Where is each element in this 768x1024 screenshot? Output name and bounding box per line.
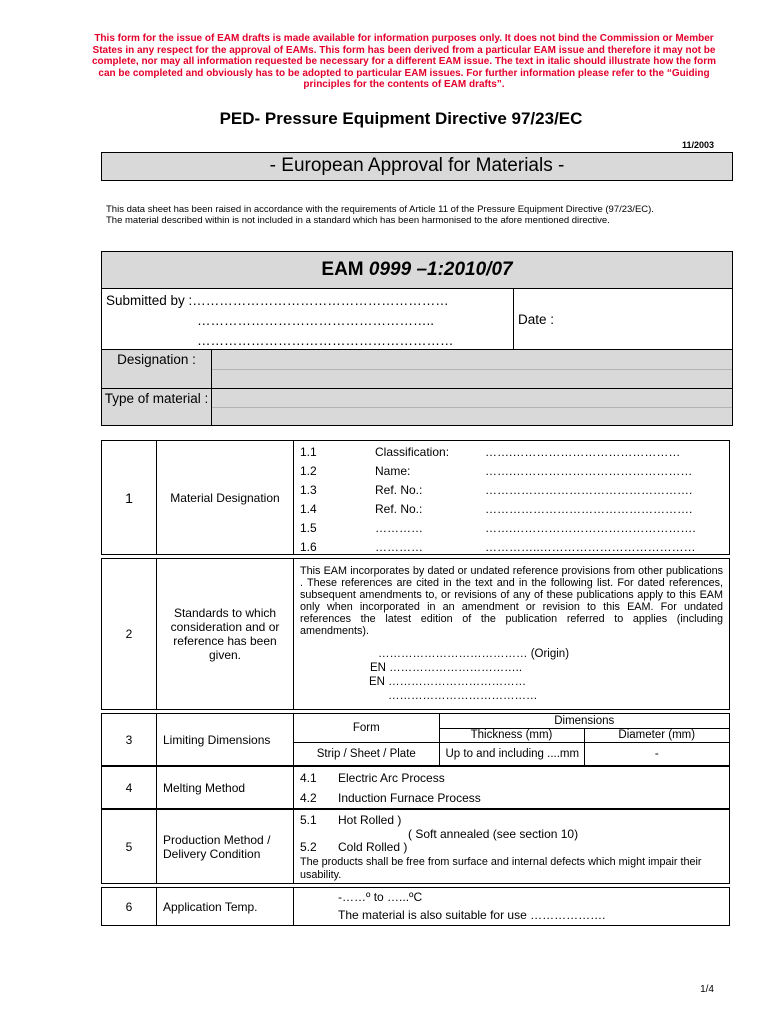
reference-en-1[interactable]: EN …………………………….. [370, 662, 523, 674]
list-item[interactable] [294, 788, 729, 808]
section-number: 5 [102, 810, 157, 883]
intro-text [106, 204, 726, 226]
thickness-value[interactable]: Up to and including ....mm [439, 742, 584, 765]
form-value[interactable]: Strip / Sheet / Plate [294, 742, 439, 765]
section-name: Limiting Dimensions [157, 714, 294, 765]
temperature-range[interactable]: -……º to …...ºC [338, 890, 423, 904]
section-melting-method [101, 766, 730, 809]
submitted-by-cell[interactable] [102, 289, 514, 349]
item-number: 1.2 [300, 464, 317, 478]
item-value: ……………………………………………. [485, 502, 693, 516]
item-key: Classification: [375, 445, 450, 459]
section-number: 2 [102, 559, 157, 709]
item-value: …….………………………………………. [485, 521, 696, 535]
item-number: 1.5 [300, 521, 317, 535]
issue-date: 11/2003 [681, 140, 714, 150]
section-number: 4 [102, 767, 157, 808]
submitted-row [102, 289, 732, 350]
designation-label: Designation : [102, 350, 212, 388]
standards-text: This EAM incorporates by dated or undated reference provisions from other publications . These references are cited in the text and in the following list. For dated references, subsequent amendments to, or revisions of any of these publications apply to this EAM only when incorporated in an amendment or revision to this EAM. For undated references the latest edition of the publication referred to applies (including amendments). [300, 565, 723, 637]
section-application-temp [101, 887, 730, 926]
list-item[interactable] [294, 500, 729, 519]
reference-origin[interactable]: ………………………………… (Origin) [378, 648, 570, 660]
item-value: ……………………………………………. [485, 483, 693, 497]
eam-title [102, 252, 732, 289]
item-value: …………..………………………………… [485, 540, 696, 554]
suitable-for-use-line[interactable]: The material is also suitable for use ………………. [338, 908, 606, 922]
section-body [294, 888, 729, 925]
section-body [294, 767, 729, 808]
submitted-by-label: Submitted by : [106, 293, 193, 308]
item-number: 1.6 [300, 540, 317, 554]
section-body [294, 559, 729, 709]
item-key: Ref. No.: [375, 483, 423, 497]
eam-prefix: EAM [321, 259, 369, 280]
page-number: 1/4 [700, 984, 714, 995]
cold-rolled-option[interactable]: Cold Rolled ) [338, 840, 408, 854]
type-of-material-label: Type of material : [102, 389, 212, 425]
list-item[interactable] [294, 443, 729, 462]
disclaimer-note: This form for the issue of EAM drafts is made available for information purposes only. It does not bind the Commission or Member States in any respect for the approval of EAMs. This form has been derived from a particular EAM issue and therefore it may not be complete, nor may all information requested be necessary for a different EAM issue. The text in italic should illustrate how the form can be completed and obviously has to be adopted to particular EAM issues. For further information please refer to the “Guiding principles for the contents of EAM drafts”. [91, 33, 717, 90]
designation-row [102, 350, 732, 389]
section-body [294, 441, 729, 554]
section-production-method [101, 809, 730, 884]
section-limiting-dimensions [101, 713, 730, 766]
list-item[interactable] [294, 481, 729, 500]
page-title: PED- Pressure Equipment Directive 97/23/EC [219, 109, 583, 128]
item-key: ………… [375, 521, 423, 535]
section-material-designation [101, 440, 730, 555]
reference-en-2[interactable]: EN ……………………………… [369, 676, 527, 688]
item-value: …….……………………………………… [485, 464, 693, 478]
list-item[interactable] [294, 768, 729, 788]
section-name: Application Temp. [157, 888, 294, 925]
section-number: 6 [102, 888, 157, 925]
eam-number: 0999 –1:2010/07 [368, 259, 513, 280]
submitted-by-line-2: …………………………………………….. [197, 313, 435, 328]
section-body [294, 810, 729, 883]
section-name: Material Designation [157, 441, 294, 554]
item-key: Name: [375, 464, 411, 478]
list-item[interactable] [294, 519, 729, 538]
item-number: 5.2 [300, 840, 317, 854]
diameter-value[interactable]: - [584, 742, 729, 765]
intro-line-1: This data sheet has been raised in accordance with the requirements of Article 11 of the Pressure Equipment Directive (97/23/EC). [106, 204, 654, 215]
standards-references [294, 647, 729, 703]
date-cell[interactable] [514, 289, 732, 349]
item-number: 1.1 [300, 445, 317, 459]
item-number: 1.3 [300, 483, 317, 497]
eam-header-block [101, 251, 733, 426]
section-name: Standards to which consideration and or reference has been given. [157, 559, 294, 709]
dimensions-table [294, 714, 729, 765]
section-number: 1 [102, 441, 157, 554]
type-of-material-row [102, 389, 732, 425]
item-number: 1.4 [300, 502, 317, 516]
section-body [294, 714, 729, 765]
item-number: 4.2 [300, 791, 317, 805]
list-item[interactable] [294, 462, 729, 481]
item-key: Ref. No.: [375, 502, 423, 516]
item-value: Induction Furnace Process [338, 791, 481, 805]
approval-banner: - European Approval for Materials - [101, 152, 733, 181]
item-value: …….…………………………………… [485, 445, 681, 459]
type-of-material-field[interactable] [212, 389, 732, 425]
dimensions-header: Dimensions [439, 714, 729, 728]
item-number: 5.1 [300, 813, 317, 827]
hot-rolled-option[interactable]: Hot Rolled ) [338, 813, 402, 827]
reference-other[interactable]: ………………………………… [388, 690, 538, 702]
submitted-by-line-3: ………………………………………………… [197, 333, 454, 348]
section-standards [101, 558, 730, 710]
thickness-header: Thickness (mm) [439, 728, 584, 742]
item-key: ………… [375, 540, 423, 554]
form-header: Form [294, 714, 439, 742]
soft-annealed-note: ( Soft annealed (see section 10) [408, 827, 579, 841]
submitted-by-line-1: ………………………………………………… [192, 293, 449, 308]
surface-defects-note: The products shall be free from surface and internal defects which might impair their usability. [300, 856, 702, 881]
intro-line-2: The material described within is not included in a standard which has been harmonised to the afore mentioned directive. [106, 215, 610, 226]
list-item[interactable] [294, 538, 729, 557]
item-value: Electric Arc Process [338, 771, 445, 785]
section-number: 3 [102, 714, 157, 765]
designation-field[interactable] [212, 350, 732, 388]
section-name: Melting Method [157, 767, 294, 808]
date-label: Date : [518, 311, 555, 327]
section-name: Production Method / Delivery Condition [157, 810, 294, 883]
diameter-header: Diameter (mm) [584, 728, 729, 742]
item-number: 4.1 [300, 771, 317, 785]
